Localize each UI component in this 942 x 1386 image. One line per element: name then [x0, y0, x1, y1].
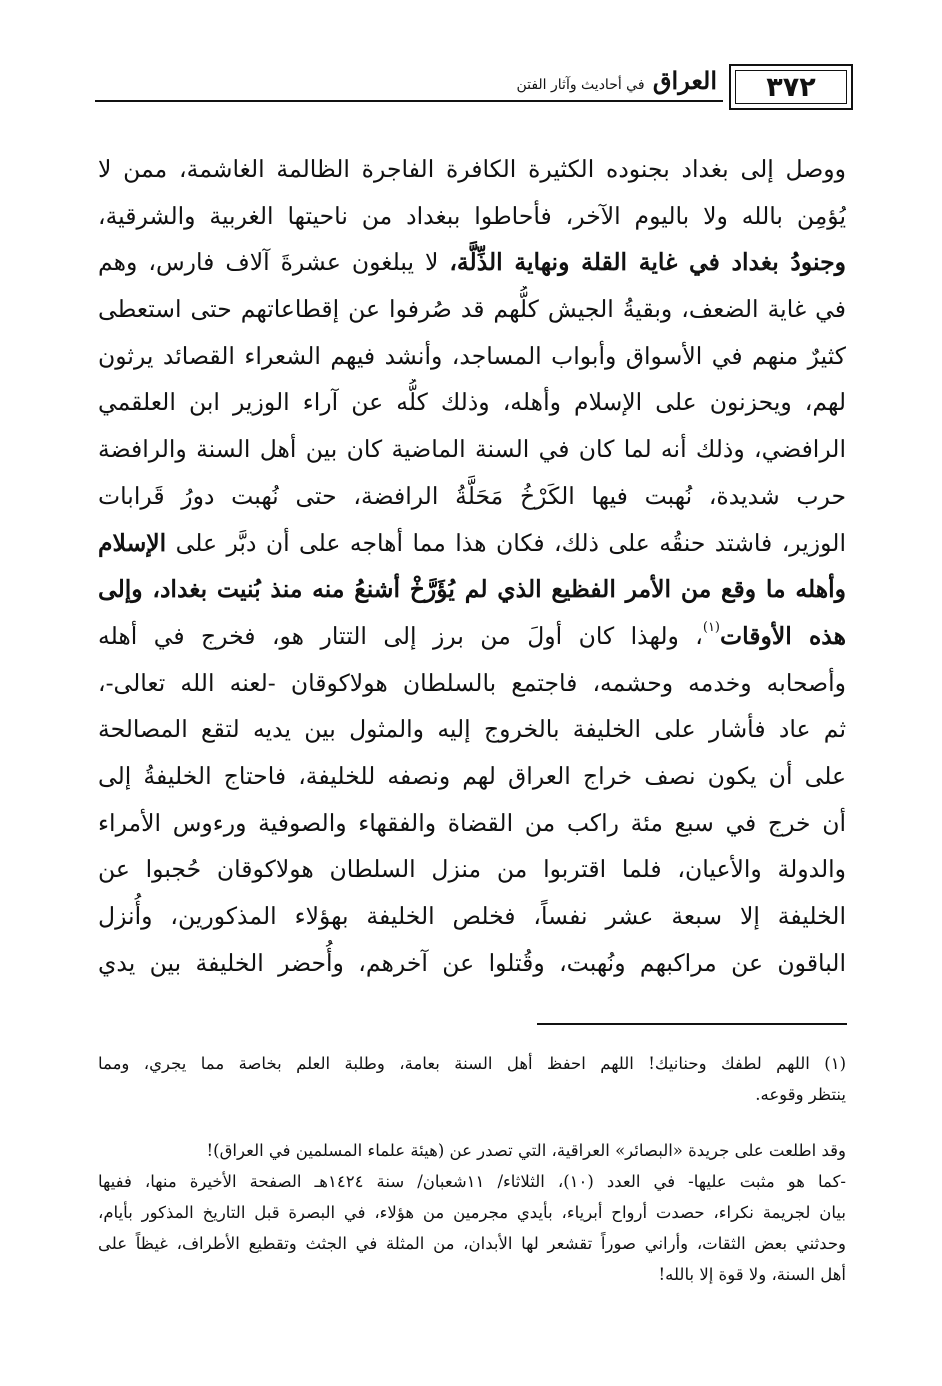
text-line: أن خرج في سبع مئة راكب من القضاة والفقهاء والصوفية ورءوس الأمراء: [98, 808, 846, 837]
footnote-line: ينتظر وقوعه.: [755, 1085, 846, 1104]
text-line: والدولة والأعيان، فلما اقتربوا من منزل السلطان هولاكوقان حُجبوا عن: [98, 855, 846, 884]
text-line: على أن يكون نصف خراج العراق لهم ونصفه للخليفة، فاحتاج الخليفةُ إلى: [98, 761, 846, 790]
text-line: الباقون عن مراكبهم ونُهبت، وقُتلوا عن آخرهم، وأُحضر الخليفة بين يدي: [98, 948, 846, 977]
text-line: لهم، ويحزنون على الإسلام وأهله، وذلك كلُّه عن آراء الوزير ابن العلقمي: [98, 388, 846, 417]
main-text: [98, 146, 846, 986]
footnote-line: (١) اللهم لطفك وحنانيك! اللهم احفظ أهل السنة بعامة، وطلبة العلم بخاصة مما يجري، ومما: [98, 1054, 846, 1073]
footnote-line: بيان لجريمة نكراء، حصدت أرواح أبرياء، بأيدي مجرمين من هؤلاء، في البصرة قبل التاريخ المذكور بأيام،: [98, 1203, 846, 1222]
text-line: وأصحابه وخدمه وحشمه، فاجتمع بالسلطان هولاكوقان -لعنه الله تعالى-،: [98, 668, 846, 697]
footnotes: [98, 1048, 846, 1290]
footnote-line: أهل السنة، ولا قوة إلا بالله!: [658, 1265, 846, 1284]
text-line: حرب شديدة، نُهبت فيها الكَرْخُ مَحَلَّةُ الرافضة، حتى نُهبت دورُ قَرابات: [98, 481, 846, 510]
text-line: يُؤمِن بالله ولا باليوم الآخر، فأحاطوا ببغداد من ناحيتها الغربية والشرقية،: [98, 201, 846, 230]
emphasized-text: هذه الأوقات: [720, 621, 846, 650]
book-title: العراق: [652, 66, 717, 95]
running-title: [516, 66, 717, 95]
text-line: وأهله ما وقع من الأمر الفظيع الذي لم يُؤَرَّخْ أشنعُ منه منذ بُنيت بغداد، وإلى: [98, 575, 846, 604]
header-rule: [95, 100, 723, 102]
emphasized-text: وجنودُ بغداد في غاية القلة ونهاية الذِّلَّة،: [449, 248, 846, 277]
text-line: في غاية الضعف، وبقيةُ الجيش كلُّهم قد صُرفوا عن إقطاعاتهم حتى استعطى: [98, 295, 846, 324]
page-number-frame: [729, 64, 853, 110]
text-line: [98, 520, 846, 567]
text-line: الرافضي، وذلك أنه لما كان في السنة الماضية كان بين أهل السنة والرافضة: [98, 435, 846, 464]
footnote-line: وحدثني بعض الثقات، وأراني صوراً تقشعر لها الأبدان، من المثلة في الجثث وتقطيع الأطراف، غيظاً على: [98, 1234, 846, 1253]
footnote-separator: [537, 1023, 847, 1025]
page-number: ٣٧٢: [766, 71, 816, 103]
text-line: الخليفة إلا سبعة عشر نفساً، فخلص الخليفة بهؤلاء المذكورين، وأُنزل: [98, 902, 846, 930]
page-header: [95, 58, 855, 118]
text-line: [98, 239, 846, 286]
plain-text: ، ولهذا كان أولَ من برز إلى التتار هو، فخرج في أهله: [98, 621, 703, 650]
plain-text: لا يبلغون عشرةَ آلاف فارس، وهم: [98, 248, 450, 277]
emphasized-text: الإسلام: [98, 528, 167, 557]
text-line: كثيرٌ منهم في الأسواق وأبواب المساجد، وأنشد فيهم الشعراء القصائد يرثون: [98, 341, 846, 370]
text-line: ثم عاد فأشار على الخليفة بالخروج إليه والمثول بين يديه لتقع المصالحة: [98, 715, 846, 744]
book-subtitle: في أحاديث وآثار الفتن: [516, 77, 645, 93]
footnote-line: -كما هو مثبت عليها- في العدد (١٠)، الثلاثاء/ ١١شعبان/ سنة ١٤٢٤هـ الصفحة الأخيرة منها، ففيها: [98, 1172, 846, 1191]
footnote-reference[interactable]: (١): [702, 619, 720, 635]
footnote-gap: [98, 1110, 846, 1135]
plain-text: الوزير، فاشتد حنقُه على ذلك، فكان هذا مما أهاجه على أن دبَّر على: [166, 528, 846, 557]
text-line: [98, 613, 846, 660]
footnote-line: وقد اطلعت على جريدة «البصائر» العراقية، التي تصدر عن (هيئة علماء المسلمين في العراق)!: [206, 1141, 846, 1160]
text-line: ووصل إلى بغداد بجنوده الكثيرة الكافرة الفاجرة الظالمة الغاشمة، ممن لا: [98, 155, 846, 183]
